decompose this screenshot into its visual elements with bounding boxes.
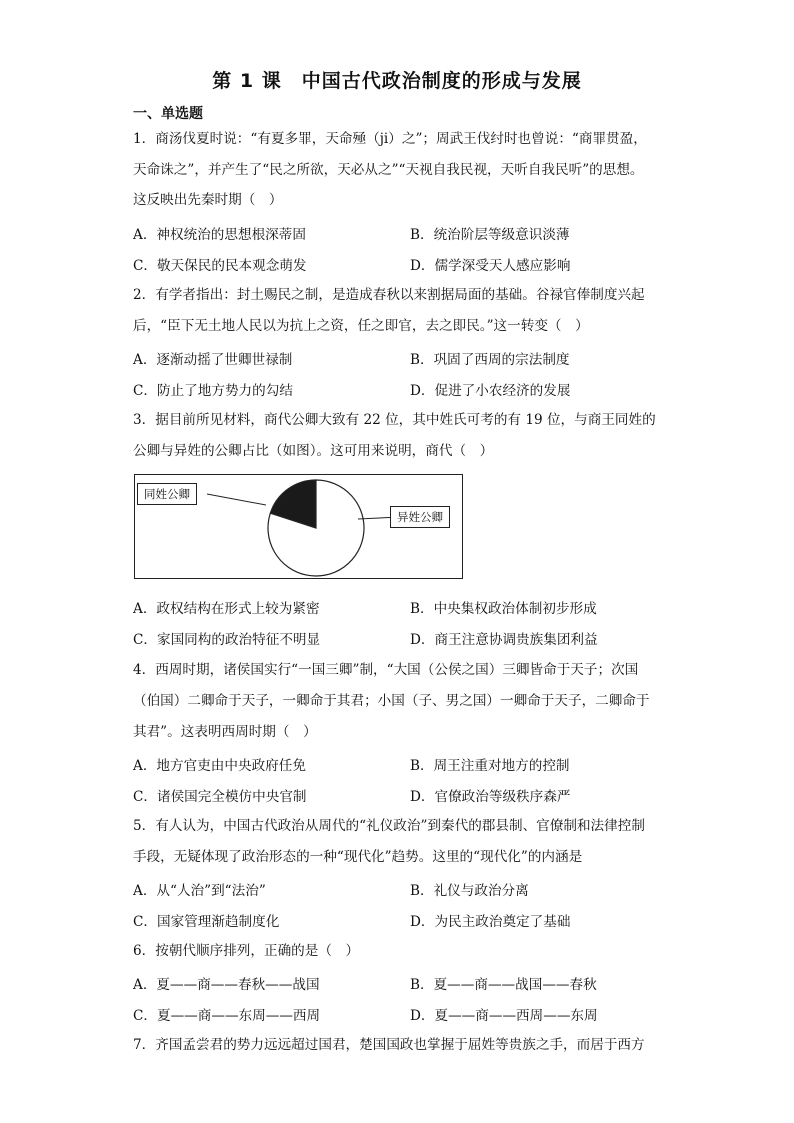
q3-option-a: A．政权结构在形式上较为紧密 — [133, 601, 320, 617]
q1-option-a: A．神权统治的思想根深蒂固 — [133, 227, 306, 243]
q7-line-1: 7．齐国孟尝君的势力远远超过国君，楚国国政也掌握于屈姓等贵族之手，而居于西方 — [133, 1037, 645, 1053]
q2-line-1: 2．有学者指出：封土赐民之制，是造成春秋以来割据局面的基础。谷禄官俸制度兴起 — [133, 287, 645, 303]
q2-option-a: A．逐渐动摇了世卿世禄制 — [133, 352, 293, 368]
q1-line-1: 1．商汤伐夏时说：“有夏多罪，天命殛（ji）之”；周武王伐纣时也曾说：“商罪贯盈， — [133, 131, 647, 147]
q3-line-2: 公卿与异姓的公卿占比（如图）。这可用来说明，商代（ ） — [133, 443, 494, 459]
q1-option-d: D．儒学深受天人感应影响 — [410, 258, 571, 274]
q3-line-1: 3．据目前所见材料，商代公卿大致有 22 位，其中姓氏可考的有 19 位，与商王同姓的 — [133, 412, 656, 428]
q2-option-b: B．巩固了西周的宗法制度 — [410, 352, 570, 368]
q3-option-d: D．商王注意协调贵族集团利益 — [410, 632, 598, 648]
q4-option-b: B．周王注重对地方的控制 — [410, 758, 570, 774]
q4-line-3: 其君”。这表明西周时期（ ） — [133, 724, 317, 740]
same-surname-leader-line — [207, 494, 266, 505]
pie-chart-figure — [134, 474, 463, 579]
q3-option-b: B．中央集权政治体制初步形成 — [410, 601, 597, 617]
pie-label-different-surname: 异姓公卿 — [390, 506, 450, 528]
q6-option-d: D．夏——商——西周——东周 — [410, 1008, 598, 1024]
q1-line-2: 天命诛之”，并产生了“民之所欲，天必从之”“天视自我民视，天听自我民听”的思想。 — [133, 162, 644, 178]
q6-option-b: B．夏——商——战国——春秋 — [410, 977, 597, 993]
q5-line-2: 手段，无疑体现了政治形态的一种“现代化”趋势。这里的“现代化”的内涵是 — [133, 849, 583, 865]
page-title: 第 1 课 中国古代政治制度的形成与发展 — [212, 70, 582, 92]
q2-option-d: D．促进了小农经济的发展 — [410, 383, 571, 399]
q5-option-a: A．从“人治”到“法治” — [133, 883, 266, 899]
q2-option-c: C．防止了地方势力的勾结 — [133, 383, 293, 399]
q5-option-c: C．国家管理渐趋制度化 — [133, 914, 280, 930]
q5-line-1: 5．有人认为，中国古代政治从周代的“礼仪政治”到秦代的郡县制、官僚制和法律控制 — [133, 818, 645, 834]
q3-option-c: C．家国同构的政治特征不明显 — [133, 632, 321, 648]
q5-option-d: D．为民主政治奠定了基础 — [410, 914, 571, 930]
q4-line-2: （伯国）二卿命于天子，一卿命于其君；小国（子、男之国）一卿命于天子，二卿命于 — [133, 693, 650, 709]
q4-line-1: 4．西周时期，诸侯国实行“一国三卿”制，“大国（公侯之国）三卿皆命于天子；次国 — [133, 662, 639, 678]
q1-option-c: C．敬天保民的民本观念萌发 — [133, 258, 307, 274]
q6-option-a: A．夏——商——春秋——战国 — [133, 977, 320, 993]
q6-line-1: 6．按朝代顺序排列，正确的是（ ） — [133, 943, 360, 959]
q4-option-a: A．地方官吏由中央政府任免 — [133, 758, 306, 774]
q4-option-c: C．诸侯国完全模仿中央官制 — [133, 789, 307, 805]
q2-line-2: 后，“臣下无土地人民以为抗上之资，任之即官，去之即民。”这一转变（ ） — [133, 318, 589, 334]
q5-option-b: B．礼仪与政治分离 — [410, 883, 529, 899]
pie-label-same-surname: 同姓公卿 — [137, 483, 197, 505]
section-heading: 一、单选题 — [133, 106, 203, 122]
q1-option-b: B．统治阶层等级意识淡薄 — [410, 227, 570, 243]
q6-option-c: C．夏——商——东周——西周 — [133, 1008, 321, 1024]
q1-line-3: 这反映出先秦时期（ ） — [133, 192, 283, 208]
q4-option-d: D．官僚政治等级秩序森严 — [410, 789, 571, 805]
